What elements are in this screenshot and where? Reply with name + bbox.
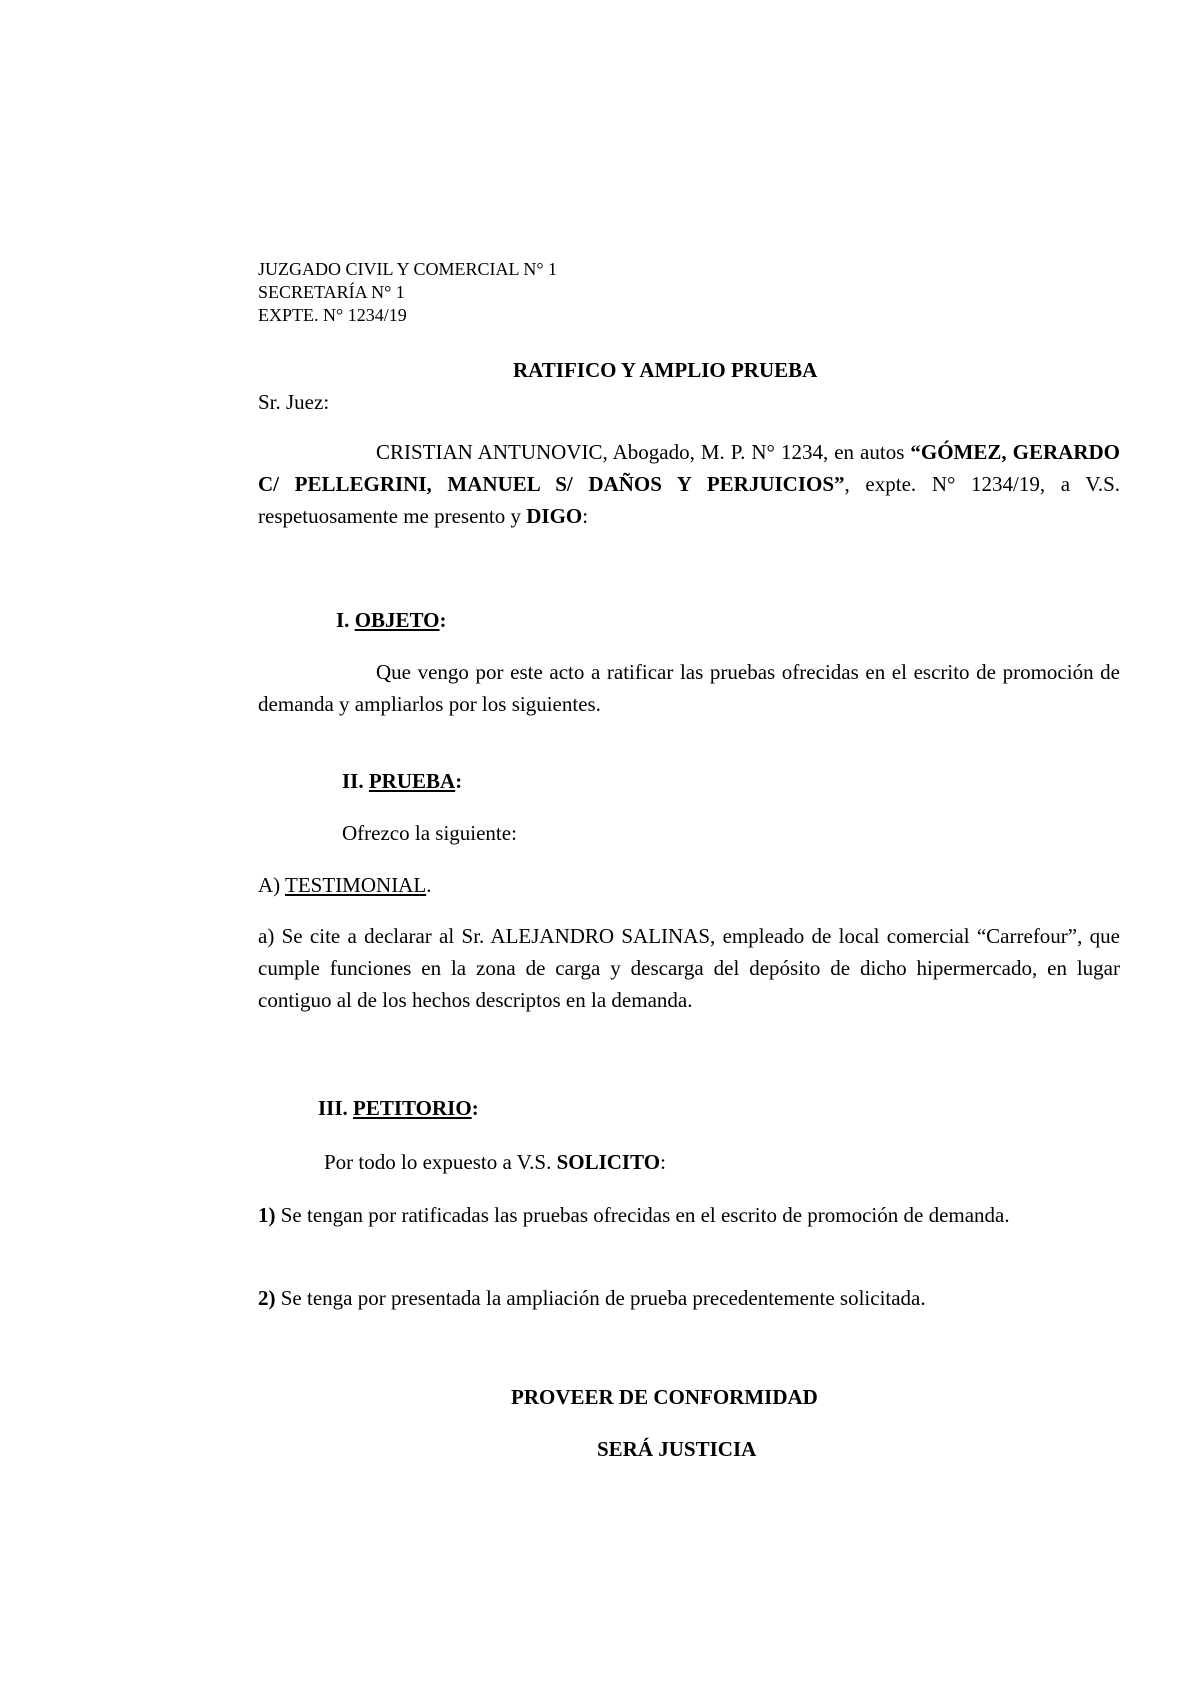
section-prueba-intro: Ofrezco la siguiente: — [342, 821, 517, 845]
petitorio-item-2-number: 2) — [258, 1286, 276, 1310]
petitorio-intro — [324, 1146, 666, 1178]
solicito-keyword: SOLICITO — [556, 1150, 661, 1174]
intro-end: : — [582, 504, 589, 528]
case-header — [258, 258, 557, 327]
salutation: Sr. Juez: — [258, 390, 330, 414]
section-prueba-number: II. — [342, 769, 369, 793]
petitorio-item-2 — [258, 1282, 1120, 1314]
section-petitorio-title: PETITORIO — [353, 1096, 472, 1120]
section-objeto-colon: : — [439, 608, 447, 632]
petitorio-intro-end: : — [660, 1150, 666, 1174]
section-objeto-heading — [336, 604, 447, 636]
testimonial-prefix: A) — [258, 873, 286, 897]
testimonial-end: . — [426, 873, 432, 897]
section-prueba-title: PRUEBA — [368, 769, 456, 793]
section-petitorio-number: III. — [318, 1096, 354, 1120]
petitorio-item-2-text: Se tenga por presentada la ampliación de prueba precedentemente solicitada. — [275, 1286, 926, 1310]
digo-keyword: DIGO — [526, 504, 583, 528]
section-objeto-number: I. — [336, 608, 355, 632]
intro-paragraph — [258, 436, 1120, 532]
section-petitorio-colon: : — [471, 1096, 479, 1120]
section-objeto-text: Que vengo por este acto a ratificar las pruebas ofrecidas en el escrito de promoción de demanda y ampliarlos por los siguientes. — [258, 660, 1120, 716]
secretaria-number: SECRETARÍA N° 1 — [258, 282, 405, 302]
petitorio-item-1-number: 1) — [258, 1203, 276, 1227]
case-title: “GÓMEZ, GERARDO C/ PELLEGRINI, MANUEL S/ DAÑOS Y PERJUICIOS” — [258, 440, 1120, 496]
petitorio-intro-text: Por todo lo expuesto a V.S. — [324, 1150, 557, 1174]
section-prueba-colon: : — [455, 769, 463, 793]
expediente-number: EXPTE. N° 1234/19 — [258, 305, 407, 325]
testimonial-heading — [258, 869, 431, 901]
document-title: RATIFICO Y AMPLIO PRUEBA — [513, 358, 818, 382]
closing-line-2: SERÁ JUSTICIA — [597, 1437, 757, 1461]
testimonial-title: TESTIMONIAL — [285, 873, 427, 897]
court-name: JUZGADO CIVIL Y COMERCIAL N° 1 — [258, 259, 558, 279]
petitorio-item-1-text: Se tengan por ratificadas las pruebas ofrecidas en el escrito de promoción de demanda. — [275, 1203, 1010, 1227]
section-prueba-heading — [342, 765, 462, 797]
petitorio-item-1 — [258, 1199, 1120, 1231]
section-objeto-title: OBJETO — [354, 608, 440, 632]
witness-item-a: a) Se cite a declarar al Sr. ALEJANDRO SALINAS, empleado de local comercial “Carrefour”, que cumple funciones en la zona de carga y descarga del depósito de dicho hipermercado, en lugar contiguo al de los hechos descriptos en la demanda. — [258, 924, 1120, 1012]
intro-text-1: CRISTIAN ANTUNOVIC, Abogado, M. P. N° 1234, en autos — [376, 440, 911, 464]
section-petitorio-heading — [318, 1092, 479, 1124]
closing-line-1: PROVEER DE CONFORMIDAD — [511, 1385, 818, 1409]
intro-text-2: , expte. N° 1234/19, a V.S. respetuosamente me presento y — [258, 472, 1121, 528]
